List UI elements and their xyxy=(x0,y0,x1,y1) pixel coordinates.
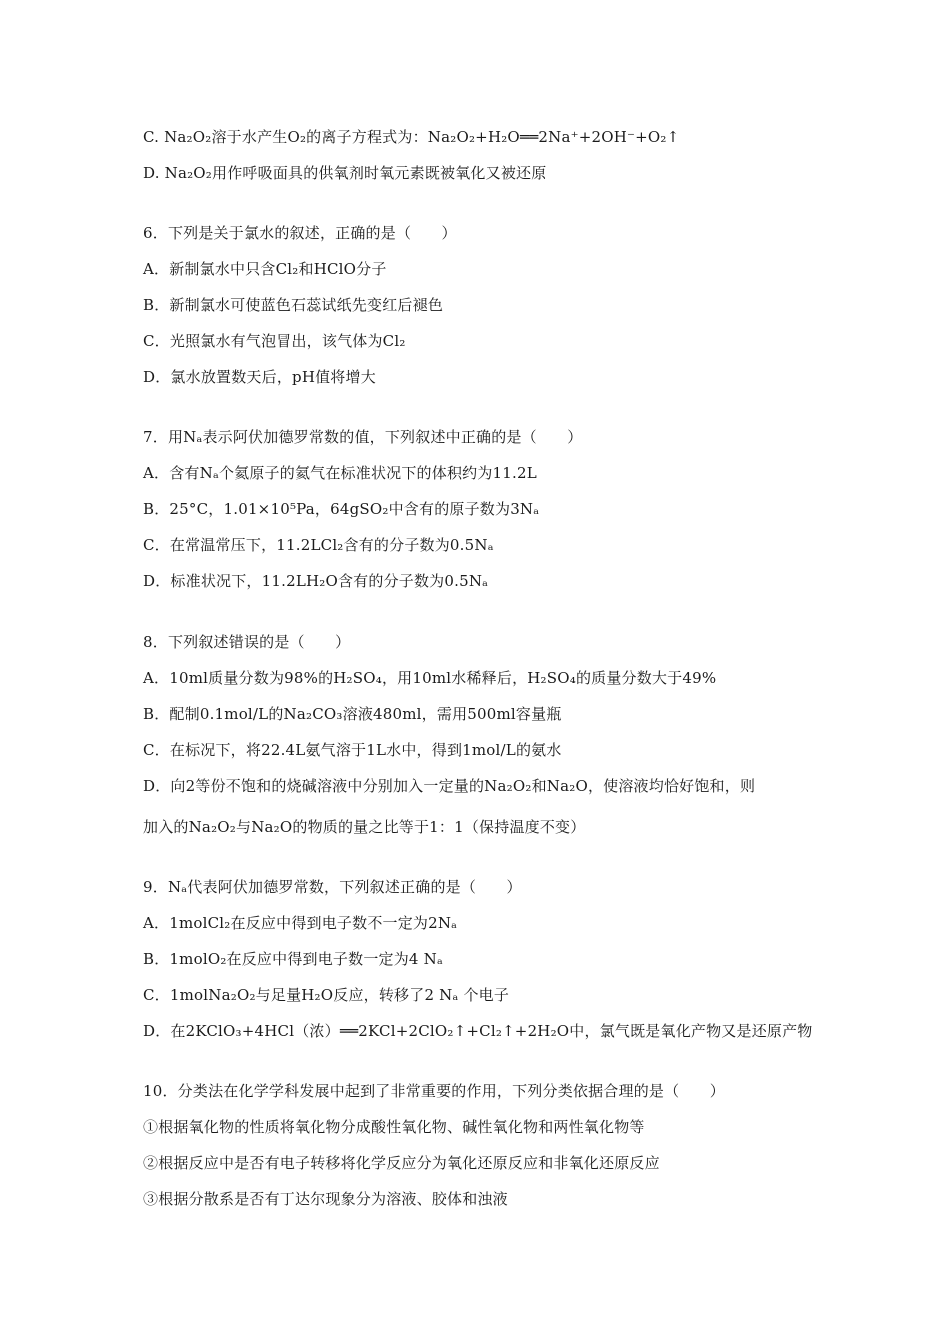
q7-stem: 7．用Nₐ表示阿伏加德罗常数的值，下列叙述中正确的是（ ） xyxy=(143,428,583,446)
q9-option-c: C．1molNa₂O₂与足量H₂O反应，转移了2 Nₐ 个电子 xyxy=(143,986,510,1004)
q9-option-b: B．1molO₂在反应中得到电子数一定为4 Nₐ xyxy=(143,950,443,968)
q8-option-b: B．配制0.1mol/L的Na₂CO₃溶液480ml，需用500ml容量瓶 xyxy=(143,705,562,723)
q8-option-d-continued: 加入的Na₂O₂与Na₂O的物质的量之比等于1：1（保持温度不变） xyxy=(143,818,586,836)
q6-option-d: D．氯水放置数天后，pH值将增大 xyxy=(143,368,376,386)
q7-option-c: C．在常温常压下，11.2LCl₂含有的分子数为0.5Nₐ xyxy=(143,536,494,554)
q6-option-c: C．光照氯水有气泡冒出，该气体为Cl₂ xyxy=(143,332,406,350)
q6-option-a: A．新制氯水中只含Cl₂和HClO分子 xyxy=(143,260,387,278)
q7-option-a: A．含有Nₐ个氦原子的氦气在标准状况下的体积约为11.2L xyxy=(143,464,537,482)
q8-option-d: D．向2等份不饱和的烧碱溶液中分别加入一定量的Na₂O₂和Na₂O，使溶液均恰好饱和，则 xyxy=(143,777,756,795)
q9-option-a: A．1molCl₂在反应中得到电子数不一定为2Nₐ xyxy=(143,914,458,932)
q5-option-c: C. Na₂O₂溶于水产生O₂的离子方程式为：Na₂O₂+H₂O══2Na⁺+2OH⁻+O₂↑ xyxy=(143,128,680,146)
q8-option-c: C．在标况下，将22.4L氨气溶于1L水中，得到1mol/L的氨水 xyxy=(143,741,562,759)
q9-stem: 9．Nₐ代表阿伏加德罗常数，下列叙述正确的是（ ） xyxy=(143,878,522,896)
q9-option-d: D．在2KClO₃+4HCl（浓）══2KCl+2ClO₂↑+Cl₂↑+2H₂O中，氯气既是氧化产物又是还原产物 xyxy=(143,1022,813,1040)
q6-stem: 6．下列是关于氯水的叙述，正确的是（ ） xyxy=(143,224,457,242)
q6-option-b: B．新制氯水可使蓝色石蕊试纸先变红后褪色 xyxy=(143,296,444,314)
q10-stem: 10．分类法在化学学科发展中起到了非常重要的作用，下列分类依据合理的是（ ） xyxy=(143,1082,725,1100)
q8-option-a: A．10ml质量分数为98%的H₂SO₄，用10ml水稀释后，H₂SO₄的质量分数大于49% xyxy=(143,669,717,687)
q10-item-3: ③根据分散系是否有丁达尔现象分为溶液、胶体和浊液 xyxy=(143,1190,508,1208)
q5-option-d: D. Na₂O₂用作呼吸面具的供氧剂时氧元素既被氧化又被还原 xyxy=(143,164,547,182)
q7-option-d: D．标准状况下，11.2LH₂O含有的分子数为0.5Nₐ xyxy=(143,572,489,590)
q10-item-1: ①根据氧化物的性质将氧化物分成酸性氧化物、碱性氧化物和两性氧化物等 xyxy=(143,1118,645,1136)
q8-stem: 8．下列叙述错误的是（ ） xyxy=(143,633,351,651)
q10-item-2: ②根据反应中是否有电子转移将化学反应分为氧化还原反应和非氧化还原反应 xyxy=(143,1154,660,1172)
q7-option-b: B．25°C，1.01×10⁵Pa，64gSO₂中含有的原子数为3Nₐ xyxy=(143,500,540,518)
